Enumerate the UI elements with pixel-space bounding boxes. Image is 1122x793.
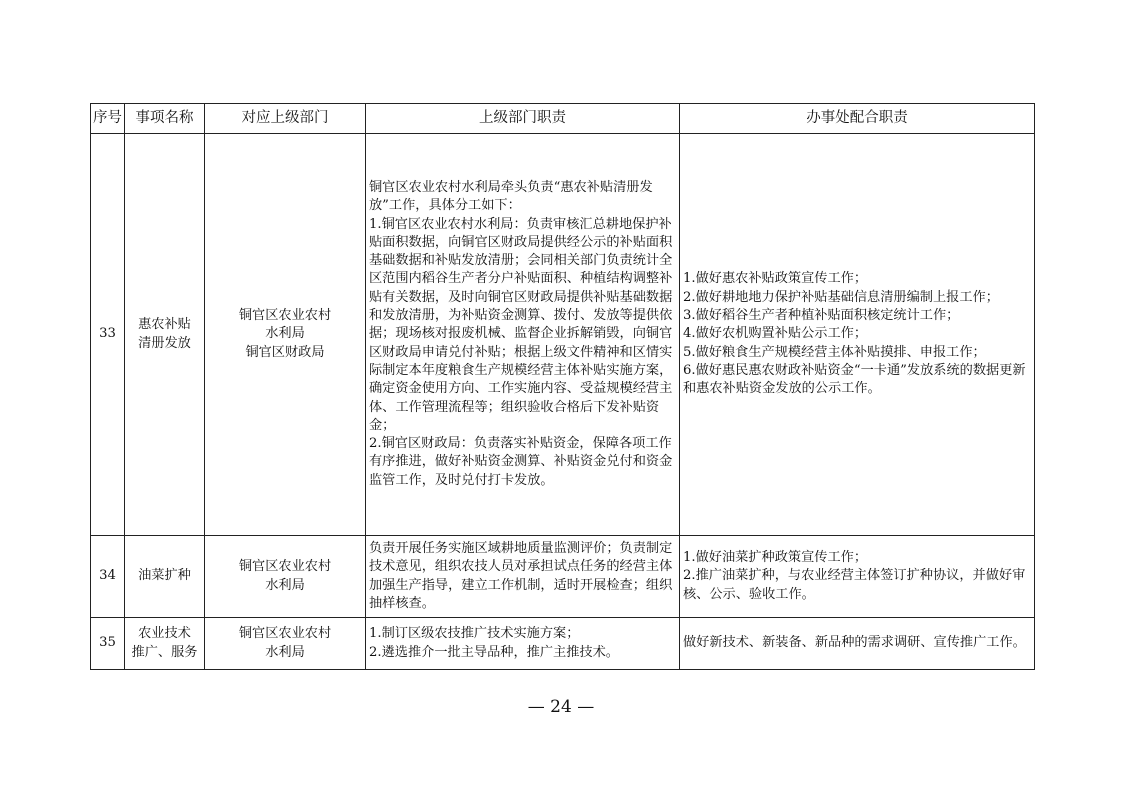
- cooperation-line: 5.做好粮食生产规模经营主体补贴摸排、申报工作；: [683, 344, 986, 360]
- cooperation-line: 1.做好惠农补贴政策宣传工作；: [683, 271, 868, 287]
- item-name-line: 清册发放: [138, 335, 191, 351]
- cell-superior-department: [205, 618, 366, 670]
- cell-office-cooperation-duties: [680, 536, 1035, 618]
- cell-superior-duties: [366, 134, 680, 536]
- cooperation-line: 3.做好稻谷生产者种植补贴面积核定统计工作；: [683, 308, 960, 324]
- item-name-line: 推广、服务: [131, 644, 198, 660]
- duty-line: 1.制订区级农技推广技术实施方案；: [369, 626, 580, 642]
- cell-item-name: [125, 618, 205, 670]
- department-line: 铜官区农业农村: [238, 559, 332, 575]
- item-name-line: 农业技术: [138, 626, 191, 642]
- cell-item-name: [125, 134, 205, 536]
- item-name-line: 惠农补贴: [138, 317, 191, 333]
- header-superior-department: 对应上级部门: [205, 104, 366, 134]
- cooperation-line: 1.做好油菜扩种政策宣传工作；: [683, 550, 868, 566]
- department-line: 水利局: [265, 577, 305, 593]
- department-line: 铜官区财政局: [245, 344, 325, 360]
- department-line: 铜官区农业农村: [238, 626, 332, 642]
- cooperation-line: 6.做好惠民惠农财政补贴资金“一卡通”发放系统的数据更新和惠农补贴资金发放的公示工作。: [683, 362, 1026, 397]
- header-serial-number: 序号: [91, 104, 125, 134]
- cooperation-line: 2.做好耕地地力保护补贴基础信息清册编制上报工作；: [683, 289, 999, 305]
- cell-office-cooperation-duties: [680, 134, 1035, 536]
- responsibility-table: [90, 103, 1035, 670]
- cell-office-cooperation-duties: [680, 618, 1035, 670]
- cooperation-line: 做好新技术、新装备、新品种的需求调研、宣传推广工作。: [683, 635, 1026, 651]
- cooperation-line: 2.推广油菜扩种，与农业经营主体签订扩种协议，并做好审核、公示、验收工作。: [683, 568, 1026, 602]
- cell-superior-duties: [366, 536, 680, 618]
- cell-superior-department: [205, 134, 366, 536]
- cell-serial-number: 33: [91, 134, 125, 536]
- cell-serial-number: 34: [91, 536, 125, 618]
- cooperation-line: 4.做好农机购置补贴公示工作；: [683, 326, 868, 342]
- cell-serial-number: 35: [91, 618, 125, 670]
- duty-line: 2.遴选推介一批主导品种，推广主推技术。: [369, 644, 619, 660]
- table-header-row: [91, 104, 1035, 134]
- table-row: [91, 134, 1035, 536]
- duty-line: 负责开展任务实施区域耕地质量监测评价；负责制定技术意见，组织农技人员对承担试点任务的经营主体加强生产指导，建立工作机制，适时开展检查；组织抽样核查。: [369, 540, 673, 611]
- page-number: — 24 —: [527, 697, 595, 717]
- table-row: [91, 618, 1035, 670]
- header-office-cooperation-duties: 办事处配合职责: [680, 104, 1035, 134]
- header-item-name: 事项名称: [125, 104, 205, 134]
- cell-superior-department: [205, 536, 366, 618]
- table-body: [91, 134, 1035, 670]
- duty-line: 铜官区农业农村水利局牵头负责“惠农补贴清册发放”工作，具体分工如下：: [369, 179, 653, 214]
- department-line: 水利局: [265, 326, 305, 342]
- cell-superior-duties: [366, 618, 680, 670]
- department-line: 铜官区农业农村: [238, 308, 332, 324]
- table-row: [91, 536, 1035, 618]
- department-line: 水利局: [265, 644, 305, 660]
- cell-item-name: [125, 536, 205, 618]
- duty-line: 1.铜官区农业农村水利局：负责审核汇总耕地保护补贴面积数据，向铜官区财政局提供经公示的补贴面积基础数据和补贴发放清册；会同相关部门负责统计全区范围内稻谷生产者分户补贴面积、种植结构调整补贴有关数据，及时向铜官区财政局提供补贴基础数据和发放清册，为补贴资金测算、拨付、发放等提供依据；现场核对报废机械、监督企业拆解销毁，向铜官区财政局申请兑付补贴；根据上级文件精神和区情实际制定本年度粮食生产规模经营主体补贴实施方案，确定资金使用方向、工作实施内容、受益规模经营主体、工作管理流程等；组织验收合格后下发补贴资金；: [369, 216, 673, 433]
- duty-line: 2.铜官区财政局：负责落实补贴资金，保障各项工作有序推进，做好补贴资金测算、补贴资金兑付和资金监管工作，及时兑付打卡发放。: [369, 436, 673, 488]
- item-name-line: 油菜扩种: [138, 568, 191, 584]
- header-superior-duties: 上级部门职责: [366, 104, 680, 134]
